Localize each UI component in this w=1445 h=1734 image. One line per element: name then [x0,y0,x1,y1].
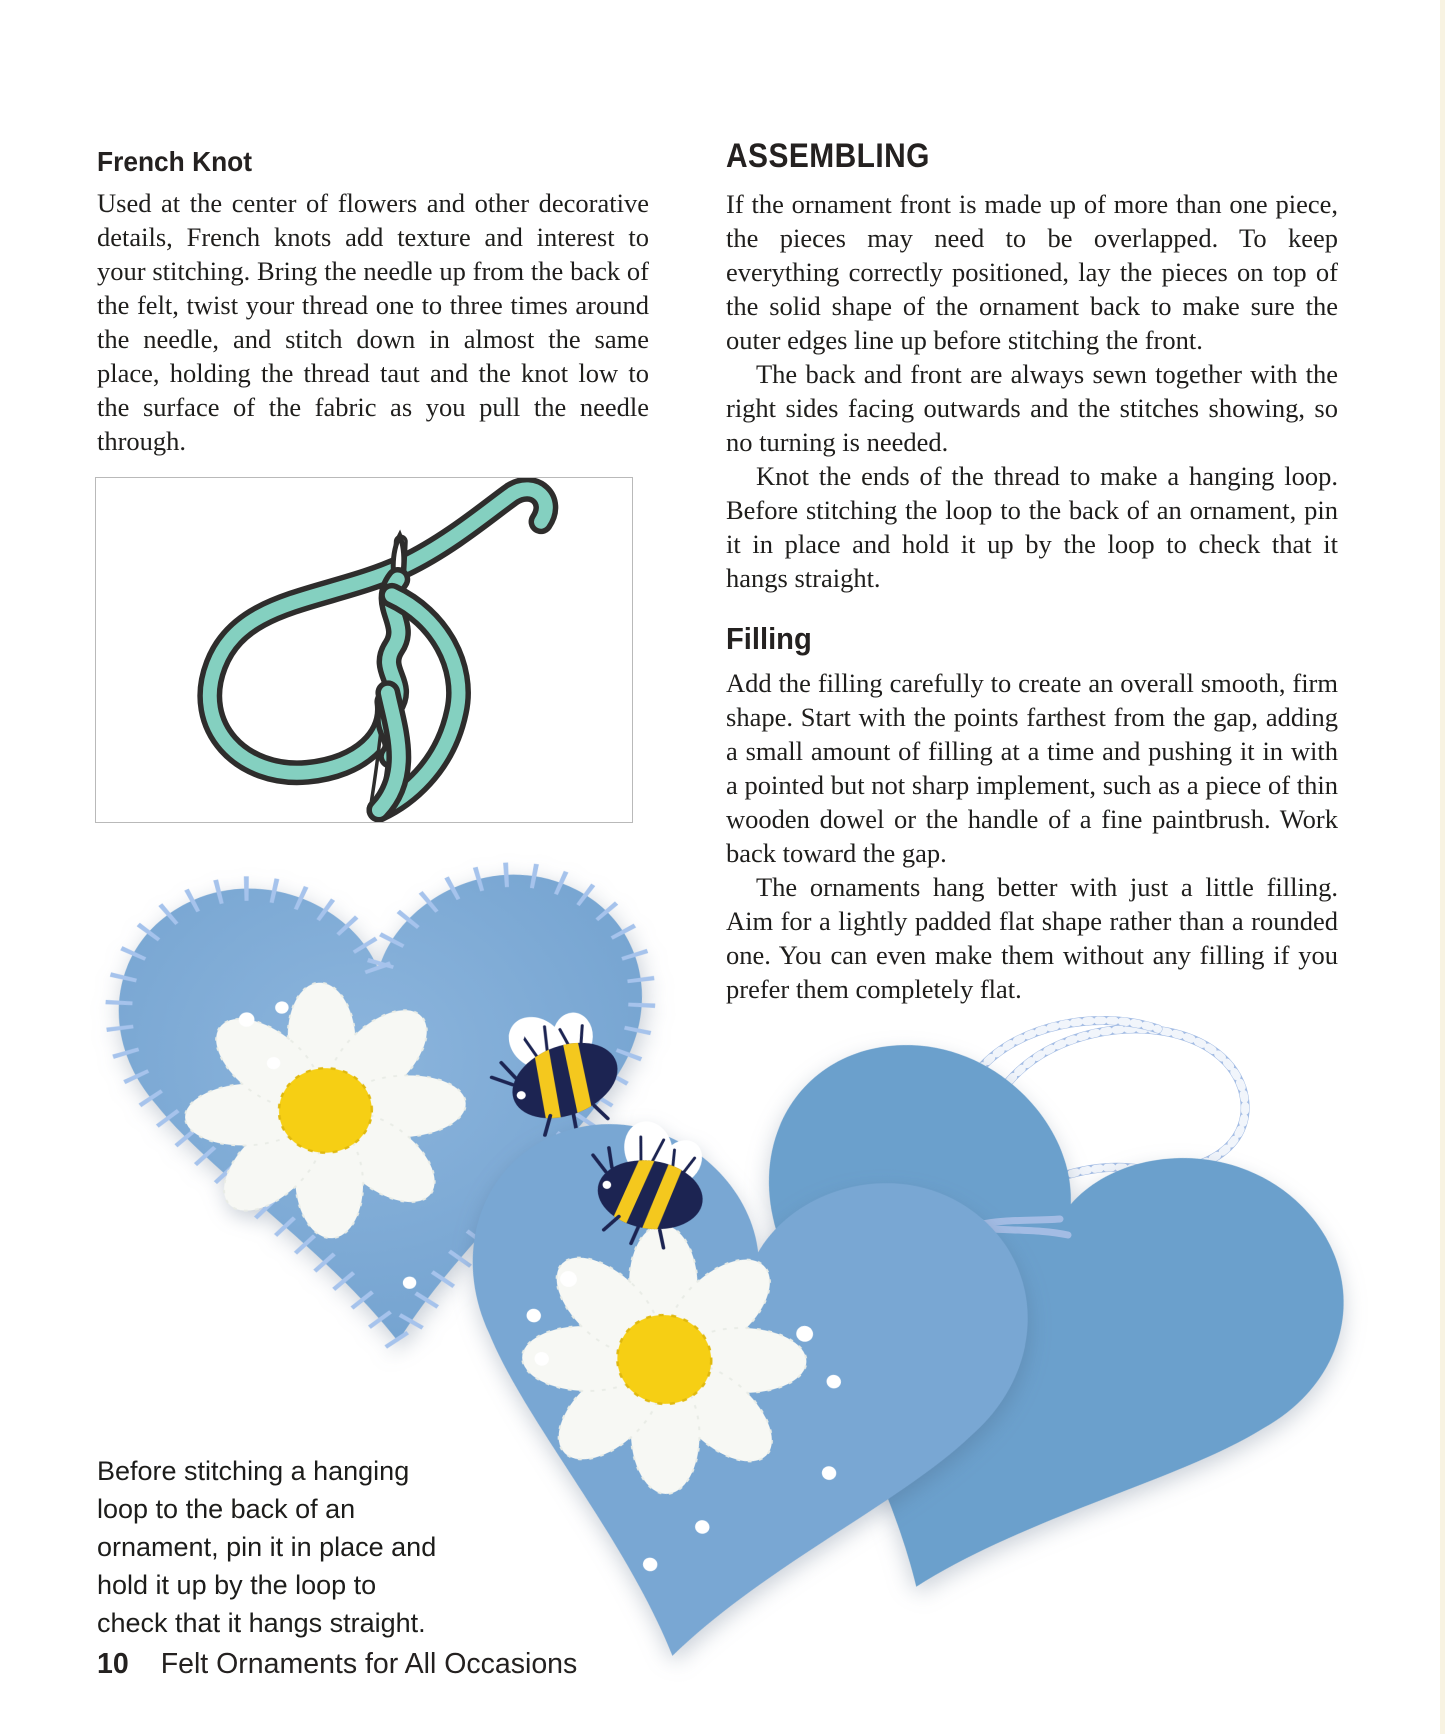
assembling-paragraph: If the ornament front is made up of more than one piece, the pieces may need to be overlapped. To keep everything correctly positioned, lay the pieces on top of the solid shape of the ornament back to make sure the outer edges line up before stitching the front. [726,189,1338,355]
page-number: 10 [97,1648,129,1680]
left-column [97,146,649,458]
french-knot-diagram [95,477,633,823]
french-knot-paragraph: Used at the center of flowers and other decorative details, French knots add texture and interest to your stitching. Bring the needle up from the back of the felt, twist your thread one to three times around the needle, and stitch down in almost the same place, holding the thread taut and the knot low to the surface of the fabric as you pull the needle through. [97,188,649,456]
filling-heading: Filling [726,621,812,656]
scanned-page-edge [1440,0,1445,1734]
assembling-paragraph: The back and front are always sewn together with the right sides facing outwards and the stitches showing, so no turning is needed. [726,359,1338,457]
page-footer [97,1648,577,1681]
french-knot-diagram-svg [96,478,632,822]
filling-paragraph: Add the filling carefully to create an overall smooth, firm shape. Start with the points farthest from the gap, adding a small amount of filling at a time and pushing it in with a pointed but not sharp implement, such as a piece of thin wooden dowel or the handle of a fine paintbrush. Work back toward the gap. [726,668,1338,868]
book-title: Felt Ornaments for All Occasions [160,1648,578,1680]
assembling-paragraph: Knot the ends of the thread to make a hanging loop. Before stitching the loop to the back of an ornament, pin it in place and hold it up by the loop to check that it hangs straight. [726,461,1338,593]
assembling-heading: ASSEMBLING [726,137,930,175]
heart-pieces-svg [420,985,1395,1730]
heart-pieces-photo [420,985,1395,1730]
french-knot-heading: French Knot [97,146,252,177]
right-column [726,137,1338,1006]
thread-wraps [379,579,459,810]
photo-caption: Before stitching a hanging loop to the back of an ornament, pin it in place and hold it up by the loop to check that it hangs straight. [97,1456,437,1638]
filling-paragraph: The ornaments hang better with just a little filling. Aim for a lightly padded flat shape rather than a rounded one. You can even make them without any filling if you prefer them completely flat. [726,872,1338,1004]
